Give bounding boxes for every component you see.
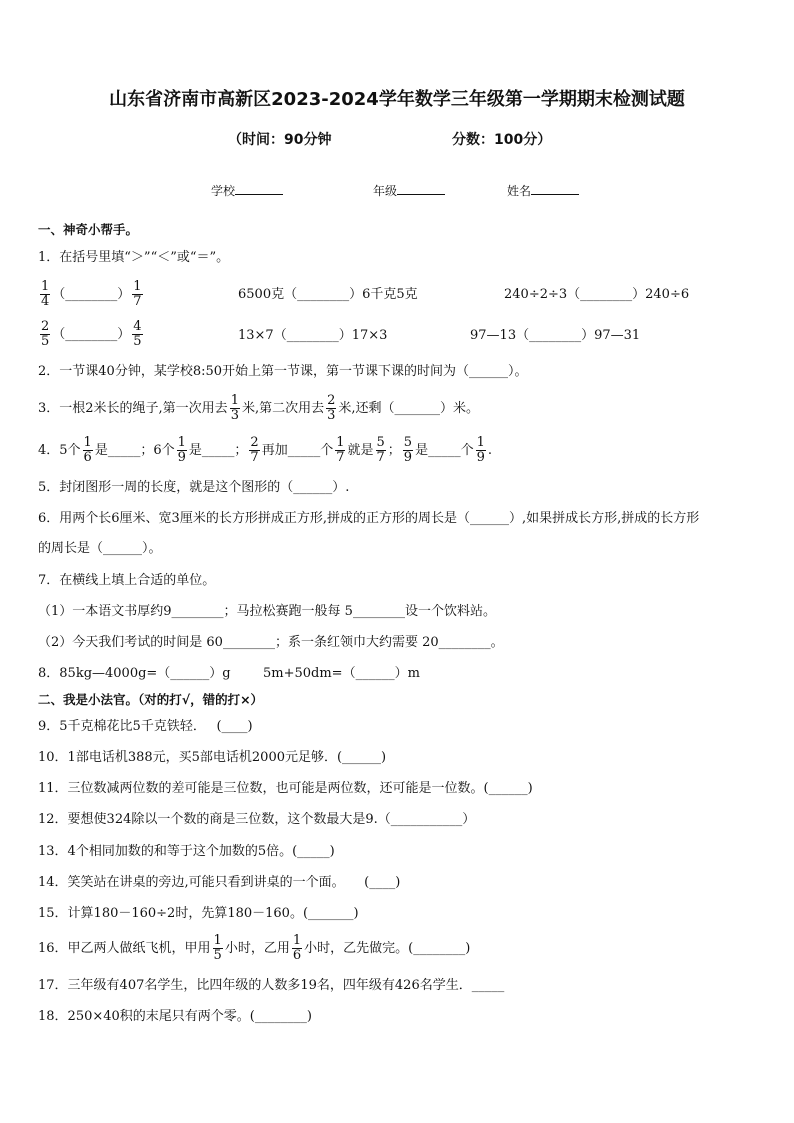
- name-label: 姓名: [507, 184, 532, 198]
- exam-score: 分数：100分）: [452, 132, 552, 148]
- fraction: $\frac{1}{9}$: [177, 435, 186, 465]
- question-2[interactable]: 2．一节课40分钟，某学校8:50开始上第一节课，第一节课下课的时间为（______）。: [38, 364, 528, 379]
- grade-label: 年级: [373, 184, 398, 198]
- fraction: $\frac{2}{5}$: [41, 319, 50, 349]
- question-16[interactable]: 16．甲乙两人做纸飞机，甲用 $\frac{1}{5}$ 小时，乙用 $\frac{1}{6}$ 小时，乙先做完。(________): [38, 933, 471, 963]
- question-12[interactable]: 12．要想使324除以一个数的商是三位数，这个数最大是9.（___________）: [38, 812, 476, 827]
- question-17[interactable]: 17．三年级有407名学生，比四年级的人数多19名，四年级有426名学生．_____: [38, 978, 505, 993]
- question-3[interactable]: 3．一根2米长的绳子,第一次用去 $\frac{1}{3}$ 米,第二次用去 $\frac{2}{3}$ 米,还剩（_______）米。: [38, 393, 480, 423]
- exam-time: （时间：90分钟: [228, 132, 332, 148]
- fraction: $\frac{1}{5}$: [213, 933, 222, 963]
- name-field: [507, 182, 579, 200]
- question-7-part-1[interactable]: （1）一本语文书厚约9________；马拉松赛跑一般每 5________设一个饮料站。: [38, 604, 496, 619]
- question-6-line-2[interactable]: 的周长是（______）。: [38, 541, 162, 556]
- question-8-part-2[interactable]: 5m+50dm=（______）m: [263, 666, 420, 681]
- question-14[interactable]: 14．笑笑站在讲桌的旁边,可能只看到讲桌的一个面。 (____): [38, 875, 401, 890]
- grade-field: [373, 182, 445, 200]
- name-blank[interactable]: [531, 182, 579, 195]
- question-18[interactable]: 18．250×40积的末尾只有两个零。(________): [38, 1009, 312, 1024]
- answer-blank[interactable]: （________）: [52, 287, 131, 302]
- fraction: $\frac{1}{7}$: [336, 435, 345, 465]
- question-4[interactable]: 4．5个 $\frac{1}{6}$ 是_____；6个 $\frac{1}{9}$ 是_____； $\frac{2}{7}$ 再加_____个 $\frac{1}{7}$ 就是 $\frac{5}{7}$ ； $\frac{5}{9}$ 是_____个 $\frac{1}{9}$ .: [38, 435, 493, 465]
- fraction: $\frac{1}{3}$: [230, 393, 239, 423]
- question-13[interactable]: 13．4个相同加数的和等于这个加数的5倍。(_____): [38, 844, 335, 859]
- question-8-part-1[interactable]: 8．85kg—4000g=（______）g: [38, 666, 231, 681]
- question-6-line-1[interactable]: 6．用两个长6厘米、宽3厘米的长方形拼成正方形,拼成的正方形的周长是（______）,如果拼成长方形,拼成的长方形: [38, 511, 700, 526]
- fraction: $\frac{5}{7}$: [376, 435, 385, 465]
- question-7-part-2[interactable]: （2）今天我们考试的时间是 60________；系一条红领巾大约需要 20________。: [38, 635, 504, 650]
- fraction: $\frac{1}{9}$: [476, 435, 485, 465]
- school-blank[interactable]: [235, 182, 283, 195]
- fraction: $\frac{2}{3}$: [327, 393, 336, 423]
- question-10[interactable]: 10．1部电话机388元，买5部电话机2000元足够．(______): [38, 750, 387, 765]
- question-1-row-2-mid[interactable]: 13×7（________）17×3: [238, 328, 388, 343]
- answer-blank[interactable]: （________）: [52, 327, 131, 342]
- exam-title: 山东省济南市高新区2023-2024学年数学三年级第一学期期末检测试题: [109, 89, 685, 110]
- fraction: $\frac{1}{6}$: [292, 933, 302, 963]
- section2-heading: 二、我是小法官。（对的打√，错的打×）: [38, 692, 264, 707]
- grade-blank[interactable]: [397, 182, 445, 195]
- question-1-stem: 1．在括号里填“＞”“＜”或“＝”。: [38, 250, 230, 265]
- section1-heading: 一、神奇小帮手。: [38, 222, 139, 237]
- school-field: [211, 182, 283, 200]
- question-1-row-2-right[interactable]: 97—13（________）97—31: [470, 328, 641, 343]
- question-1-row-1-mid[interactable]: 6500克（________）6千克5克: [238, 287, 418, 302]
- question-11[interactable]: 11．三位数减两位数的差可能是三位数，也可能是两位数，还可能是一位数。(______): [38, 781, 533, 796]
- question-1-row-1-left: [38, 278, 145, 312]
- fraction: $\frac{1}{7}$: [133, 279, 142, 309]
- question-1-row-1-right[interactable]: 240÷2÷3（________）240÷6: [504, 287, 690, 302]
- fraction: $\frac{1}{4}$: [41, 279, 50, 309]
- question-1-row-2-left: [38, 318, 145, 352]
- school-label: 学校: [211, 184, 236, 198]
- fraction: $\frac{2}{7}$: [250, 435, 259, 465]
- question-9[interactable]: 9．5千克棉花比5千克铁轻． (____): [38, 719, 253, 734]
- question-5[interactable]: 5．封闭图形一周的长度，就是这个图形的（______）.: [38, 480, 350, 495]
- fraction: $\frac{1}{6}$: [83, 435, 92, 465]
- question-7: 7．在横线上填上合适的单位。: [38, 573, 216, 588]
- question-15[interactable]: 15．计算180－160÷2时，先算180－160。(_______): [38, 906, 359, 921]
- fraction: $\frac{5}{9}$: [403, 435, 413, 465]
- fraction: $\frac{4}{5}$: [133, 319, 142, 349]
